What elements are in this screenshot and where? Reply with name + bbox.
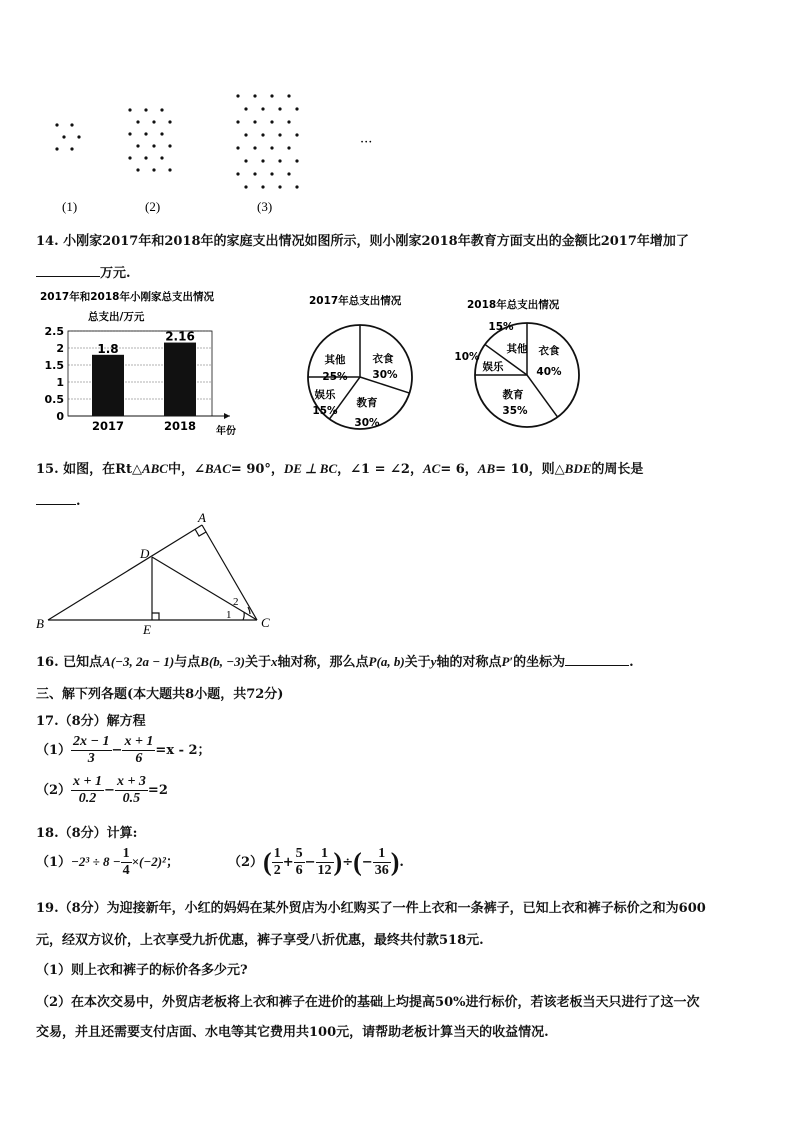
pattern-dot — [168, 168, 171, 171]
q15-text — [36, 458, 643, 477]
angle-2-label: 2 — [233, 596, 239, 608]
pie-slice-value: 25% — [322, 371, 348, 383]
denominator: 2 — [273, 863, 281, 878]
bar — [92, 355, 124, 416]
q14-answer-line — [36, 262, 131, 281]
q19-sub2-line1: （2）在本次交易中，外贸店老板将上衣和裤子在进价的基础上均提高50%进行标价，若该老板当天只进行了这一次 — [36, 995, 700, 1010]
q16-part: 轴对称，那么点 — [277, 655, 369, 670]
pie-2017-title: 2017年总支出情况 — [309, 295, 402, 307]
pattern-dot — [295, 159, 298, 162]
q19-line2: 元，经双方议价，上衣享受九折优惠，裤子享受八折优惠，最终共付款518元. — [36, 933, 484, 948]
denominator: 6 — [295, 863, 303, 878]
pattern-dot — [270, 120, 273, 123]
q16-number: 16. — [36, 655, 59, 670]
q16-part: 已知点 — [63, 655, 103, 670]
q16-coord-b: (b, −3) — [208, 654, 245, 669]
pattern-dot — [144, 156, 147, 159]
pie-slice-label: 衣食 — [538, 345, 560, 357]
numerator: x + 3 — [116, 774, 146, 789]
q15-part: 的周长是 — [591, 462, 644, 477]
pattern-dot — [168, 120, 171, 123]
pattern-dot — [160, 108, 163, 111]
pie-slice-edge — [527, 375, 558, 417]
operator: ÷ — [342, 855, 354, 870]
q15-triangle-abc: ABC — [141, 461, 168, 476]
denominator: 36 — [374, 863, 389, 878]
fraction — [272, 846, 283, 879]
numerator: 1 — [122, 846, 130, 861]
bar-chart — [30, 288, 270, 438]
pattern-ellipsis: ··· — [360, 135, 373, 150]
pie-slice-label: 其他 — [506, 343, 528, 355]
pie-slice-label: 娱乐 — [314, 389, 336, 401]
pattern-dot — [287, 146, 290, 149]
y-tick-label: 2 — [56, 342, 64, 355]
pattern-dot — [160, 132, 163, 135]
pattern-dot — [253, 172, 256, 175]
q18-expr1-a: −2³ ÷ 8 − — [71, 854, 121, 869]
segment-dc — [152, 557, 257, 620]
paren: ( — [353, 847, 362, 877]
q14-stem: 小刚家2017年和2018年的家庭支出情况如图所示，则小刚家2018年教育方面支出的金额比2017年增加了 — [63, 234, 689, 249]
q18-expr1-b: ×(−2)² — [131, 854, 166, 869]
q14-text — [36, 230, 689, 249]
denominator: 0.5 — [122, 791, 141, 806]
q16-point-p: P — [368, 654, 377, 669]
q15-part: = 10，则△ — [495, 462, 565, 477]
pie-slice-value: 30% — [354, 417, 380, 429]
numerator: 1 — [316, 846, 334, 863]
q15-end: . — [76, 494, 81, 509]
pattern-dot — [70, 147, 73, 150]
q17-eq2 — [36, 774, 168, 807]
y-tick-label: 0.5 — [44, 393, 64, 406]
pattern-dot — [261, 107, 264, 110]
separator: ； — [165, 855, 179, 870]
pie-slice-label: 教育 — [502, 389, 524, 401]
q16-part: 的坐标为 — [513, 655, 566, 670]
pie-slice-value: 10% — [454, 351, 480, 363]
pattern-dot — [244, 185, 247, 188]
pattern-label-3: (3) — [257, 199, 273, 214]
pattern-dot — [152, 144, 155, 147]
point-c-label: C — [261, 615, 270, 630]
pie-slice-label: 衣食 — [372, 353, 394, 365]
bar-chart-xlabel: 年份 — [216, 426, 236, 437]
q15-part: 如图，在Rt△ — [63, 462, 142, 477]
fraction — [373, 846, 391, 879]
pattern-dot — [236, 94, 239, 97]
point-d-label: D — [140, 546, 150, 561]
pattern-dot — [278, 107, 281, 110]
q17-eq1 — [36, 734, 211, 767]
denominator: 4 — [122, 863, 130, 878]
bar-data-label: 1.8 — [97, 341, 119, 356]
pattern-dot — [270, 94, 273, 97]
q14-unit: 万元. — [100, 266, 131, 281]
x-tick-label: 2017 — [91, 419, 125, 433]
q15-triangle-bde: BDE — [564, 461, 592, 476]
pattern-dot — [144, 108, 147, 111]
q15-blank — [36, 492, 76, 505]
point-a-label: A — [198, 510, 206, 525]
segment-ac — [202, 525, 257, 620]
q16-blank — [565, 653, 629, 666]
q17-rhs2: =2 — [147, 783, 168, 798]
pattern-dot — [62, 135, 65, 138]
pattern-dot — [253, 120, 256, 123]
y-tick-label: 0 — [56, 410, 64, 423]
pattern-dot — [287, 172, 290, 175]
pattern-dot — [160, 156, 163, 159]
pattern-dot — [236, 120, 239, 123]
q15-ab: AB — [477, 461, 496, 476]
q16-part: 轴的对称点 — [436, 655, 502, 670]
angle-1-label: 1 — [226, 609, 232, 621]
point-e-label: E — [143, 622, 151, 637]
denominator: 6 — [135, 751, 143, 766]
triangle-figure — [30, 510, 290, 640]
fraction — [71, 774, 104, 807]
point-b-label: B — [36, 616, 44, 631]
denominator: 3 — [87, 751, 95, 766]
pattern-dot — [244, 133, 247, 136]
q16-point-a: A — [102, 654, 111, 669]
q18-heading: 18.（8分）计算: — [36, 826, 138, 841]
q18-end: . — [399, 855, 404, 870]
numerator: 5 — [295, 846, 303, 861]
denominator: 12 — [317, 863, 332, 878]
right-angle-e — [152, 613, 159, 620]
pattern-dot — [168, 144, 171, 147]
pattern-dot — [253, 94, 256, 97]
q17-rhs1: =x - 2； — [155, 743, 211, 758]
q18-expr1 — [36, 846, 179, 879]
q19-sub2-line2: 交易，并且还需要支付店面、水电等其它费用共100元，请帮助老板计算当天的收益情况. — [36, 1025, 549, 1040]
q16-part: 关于 — [404, 655, 431, 670]
q16-x: x — [271, 654, 278, 669]
pie-2018 — [445, 290, 585, 440]
fraction — [71, 734, 111, 767]
q15-part: = 6， — [440, 462, 478, 477]
pie-slice-value: 35% — [502, 405, 528, 417]
fraction — [121, 846, 132, 879]
q15-answer-line — [36, 492, 81, 509]
q15-angle-bac: BAC — [204, 461, 231, 476]
pattern-dot — [236, 172, 239, 175]
pattern-dot — [287, 120, 290, 123]
pattern-dot — [278, 159, 281, 162]
pie-slice-value: 15% — [312, 405, 338, 417]
pattern-dot — [295, 107, 298, 110]
pattern-label-1: (1) — [62, 199, 78, 214]
q16-part: 关于 — [245, 655, 272, 670]
paren: ) — [390, 847, 400, 877]
q18-part1-label: （1） — [36, 855, 72, 870]
section-3-heading: 三、解下列各题(本大题共8小题，共72分) — [36, 687, 284, 702]
q18-part2-label: （2） — [228, 855, 264, 870]
pattern-dot — [152, 120, 155, 123]
pattern-dot — [136, 144, 139, 147]
y-tick-label: 1 — [56, 376, 64, 389]
fraction — [294, 846, 305, 879]
pattern-dot — [70, 123, 73, 126]
pattern-dot — [295, 133, 298, 136]
pattern-dot — [253, 146, 256, 149]
q16-y: y — [430, 654, 437, 669]
pattern-dot — [270, 172, 273, 175]
numerator: x + 1 — [124, 734, 154, 749]
numerator: 2x − 1 — [73, 734, 110, 749]
y-tick-label: 2.5 — [44, 325, 64, 338]
paren: ( — [263, 847, 272, 877]
q16-point-b: B — [200, 654, 209, 669]
x-tick-label: 2018 — [163, 419, 197, 433]
pattern-dot — [128, 132, 131, 135]
q16-coord-p: (a, b) — [376, 654, 405, 669]
q16-point-p-prime: P′ — [501, 654, 514, 669]
fraction — [115, 774, 148, 807]
pattern-dot — [261, 133, 264, 136]
fraction — [122, 734, 155, 767]
q14-blank — [36, 262, 100, 277]
pattern-dot — [270, 146, 273, 149]
operator: − — [111, 743, 123, 758]
bar-chart-ylabel: 总支出/万元 — [88, 311, 145, 323]
operator: − — [104, 783, 115, 798]
numerator: 1 — [373, 846, 391, 863]
q16-part: 与点 — [174, 655, 201, 670]
pattern-dot — [261, 159, 264, 162]
pattern-label-2: (2) — [145, 199, 161, 214]
pattern-dot — [261, 185, 264, 188]
pattern-dot — [144, 132, 147, 135]
pattern-dot — [136, 168, 139, 171]
pattern-dot — [295, 185, 298, 188]
pattern-dot — [77, 135, 80, 138]
pattern-dot — [244, 159, 247, 162]
pie-2018-title: 2018年总支出情况 — [467, 299, 560, 311]
bar — [164, 343, 196, 416]
q14-number: 14. — [36, 234, 59, 249]
q15-part: 中，∠ — [167, 462, 205, 477]
q16-text — [36, 651, 634, 670]
pattern-dot — [152, 168, 155, 171]
pie-2017 — [295, 290, 425, 440]
q16-end: . — [629, 655, 634, 670]
q19-sub1: （1）则上衣和裤子的标价各多少元? — [36, 963, 248, 978]
q15-part: = 90°， — [230, 462, 284, 477]
pattern-dot — [236, 146, 239, 149]
pattern-dot — [278, 133, 281, 136]
paren: ) — [333, 847, 343, 877]
pattern-dot — [244, 107, 247, 110]
q17-heading: 17.（8分）解方程 — [36, 714, 146, 729]
y-tick-label: 1.5 — [44, 359, 64, 372]
q18-expr2 — [228, 846, 404, 879]
numerator: x + 1 — [73, 774, 103, 789]
operator: + — [282, 855, 294, 870]
bar-data-label: 2.16 — [165, 329, 195, 344]
x-axis-arrow — [224, 413, 230, 419]
denominator: 0.2 — [78, 791, 97, 806]
q17-part2-label: （2） — [36, 783, 72, 798]
pattern-dot — [128, 156, 131, 159]
q19-line1: 19.（8分）为迎接新年，小红的妈妈在某外贸店为小红购买了一件上衣和一条裤子，已知上衣和裤子标价之和为600 — [36, 901, 706, 916]
q15-ac: AC — [422, 461, 441, 476]
bar-chart-title: 2017年和2018年小刚家总支出情况 — [40, 291, 214, 303]
operator: − — [304, 855, 316, 870]
pie-slice-value: 15% — [488, 321, 514, 333]
q15-part: ，∠1 = ∠2， — [337, 462, 423, 477]
pattern-dot — [55, 147, 58, 150]
pie-slice-label: 教育 — [356, 397, 378, 409]
q16-coord-a: (−3, 2a − 1) — [110, 654, 175, 669]
fraction — [316, 846, 334, 879]
pattern-dot — [287, 94, 290, 97]
pattern-dot — [128, 108, 131, 111]
operator: − — [361, 855, 373, 870]
dot-pattern-figure — [0, 80, 400, 220]
pie-slice-value: 30% — [372, 369, 398, 381]
pattern-dot — [136, 120, 139, 123]
pattern-dot — [278, 185, 281, 188]
q15-number: 15. — [36, 462, 59, 477]
pie-slice-label: 其他 — [324, 354, 346, 366]
pie-slice-value: 40% — [536, 366, 562, 378]
pie-slice-label: 娱乐 — [482, 361, 504, 373]
numerator: 1 — [273, 846, 281, 861]
q17-part1-label: （1） — [36, 743, 72, 758]
pattern-dot — [55, 123, 58, 126]
angle-arc-1 — [243, 612, 244, 620]
q15-de-perp-bc: DE ⊥ BC — [283, 461, 338, 476]
